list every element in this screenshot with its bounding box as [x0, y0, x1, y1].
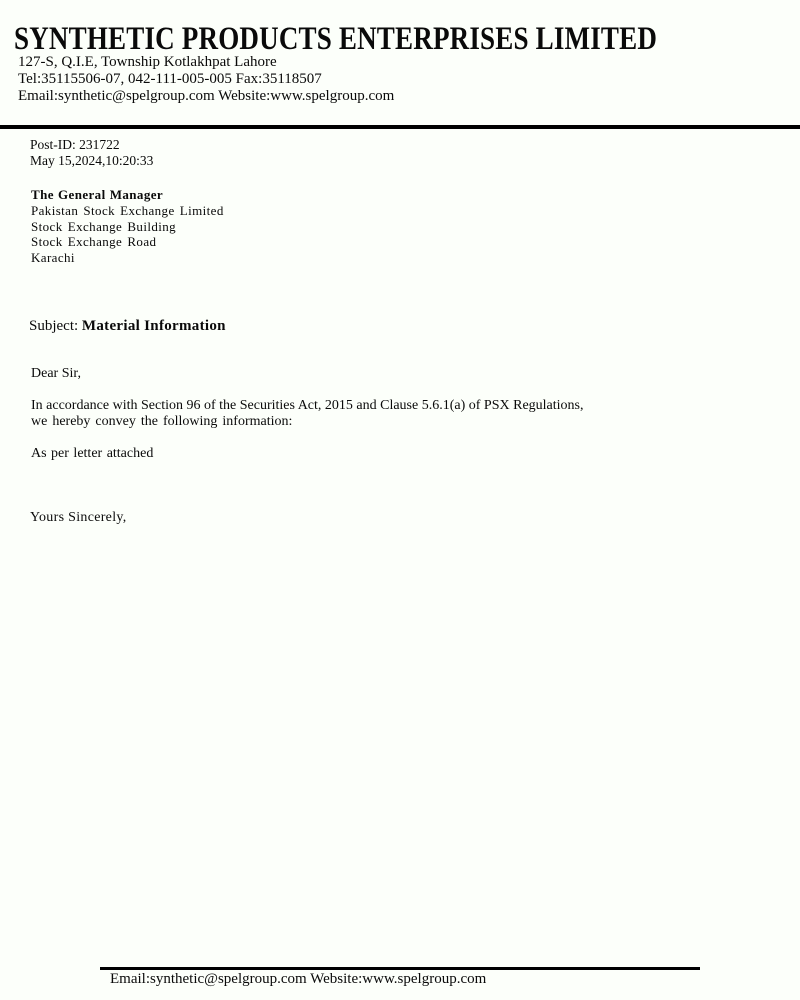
recipient-address-line: Karachi [31, 250, 75, 266]
body-paragraph [31, 398, 584, 430]
recipient-address-block [31, 187, 224, 266]
body-paragraph-line: In accordance with Section 96 of the Securities Act, 2015 and Clause 5.6.1(a) of PSX Regulations, [31, 398, 584, 413]
footer-email-website-line: Email:synthetic@spelgroup.com Website:www.spelgroup.com [110, 971, 487, 987]
recipient-name: The General Manager [31, 187, 164, 202]
recipient-address-line: Stock Exchange Road [31, 234, 157, 250]
company-name-title: SYNTHETIC PRODUCTS ENTERPRISES LIMITED [14, 21, 658, 57]
salutation-text: Dear Sir, [31, 366, 81, 381]
letterhead-address-line: 127-S, Q.I.E, Township Kotlakhpat Lahore [18, 54, 277, 70]
subject-line [29, 318, 226, 335]
attachment-note-text: As per letter attached [31, 446, 154, 461]
header-divider-rule [0, 125, 800, 129]
letterhead-email-website-line: Email:synthetic@spelgroup.com Website:www.spelgroup.com [18, 88, 395, 104]
body-paragraph-line: we hereby convey the following information: [31, 414, 293, 429]
subject-value: Material Information [81, 318, 226, 334]
recipient-address-line: Stock Exchange Building [31, 218, 177, 234]
letterhead-phone-line: Tel:35115506-07, 042-111-005-005 Fax:35118507 [18, 71, 322, 87]
letterhead-contact-block [18, 54, 394, 105]
recipient-address-line: Pakistan Stock Exchange Limited [31, 202, 224, 218]
subject-label: Subject: [29, 318, 79, 334]
closing-text: Yours Sincerely, [30, 510, 127, 525]
footer-divider-rule [100, 967, 700, 970]
post-meta-block [30, 137, 153, 169]
datetime-text: May 15,2024,10:20:33 [30, 153, 154, 168]
post-id-text: Post-ID: 231722 [30, 137, 120, 152]
